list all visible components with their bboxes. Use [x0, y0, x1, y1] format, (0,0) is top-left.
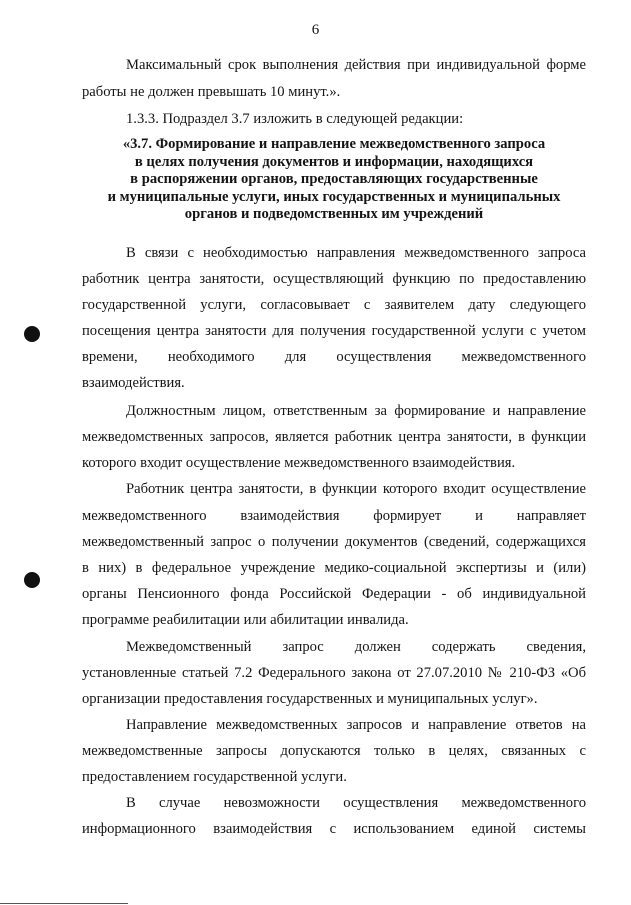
text-line: работник центра занятости, осуществляющий функцию по предоставлению — [82, 271, 586, 287]
text-line: взаимодействия. — [82, 375, 185, 391]
text-line: межведомственные запросы допускаются только в целях, связанных с — [82, 743, 586, 759]
text-line: В случае невозможности осуществления межведомственного — [126, 795, 586, 811]
heading-line: в распоряжении органов, предоставляющих государственные — [130, 171, 538, 187]
punch-hole — [24, 326, 40, 342]
text-line: Должностным лицом, ответственным за формирование и направление — [126, 403, 586, 419]
text-line: Максимальный срок выполнения действия при индивидуальной форме — [126, 57, 586, 73]
text-line: межведомственный запрос о получении документов (сведений, содержащихся — [82, 534, 586, 550]
heading-line: и муниципальные услуги, иных государственных и муниципальных — [107, 188, 561, 205]
text-line: Направление межведомственных запросов и направление ответов на — [126, 717, 586, 733]
section-heading — [82, 136, 586, 224]
heading-line: в целях получения документов и информации, находящихся — [134, 153, 534, 170]
text-line: государственной услуги, согласовывает с заявителем дату следующего — [82, 297, 586, 313]
text-line: 1.3.3. Подраздел 3.7 изложить в следующей редакции: — [126, 111, 464, 127]
text-line: организации предоставления государственных и муниципальных услуг». — [82, 691, 538, 707]
text-line: посещения центра занятости для получения государственной услуги с учетом — [82, 323, 586, 339]
text-line: времени, необходимого для осуществления межведомственного — [82, 349, 586, 365]
text-line: Работник центра занятости, в функции которого входит осуществление — [126, 481, 586, 497]
text-line: информационного взаимодействия с использованием единой системы — [82, 821, 586, 837]
text-line: программе реабилитации или абилитации инвалида. — [82, 612, 409, 628]
scan-edge-line — [0, 903, 128, 904]
text-line: в них) в федеральное учреждение медико-социальной экспертизы и (или) — [82, 560, 586, 576]
text-line: В связи с необходимостью направления межведомственного запроса — [126, 245, 586, 261]
text-line: предоставлением государственной услуги. — [82, 769, 347, 785]
text-line: работы не должен превышать 10 минут.». — [82, 84, 341, 100]
text-line: Межведомственный запрос должен содержать сведения, — [126, 639, 586, 655]
text-line: которого входит осуществление межведомственного взаимодействия. — [82, 455, 516, 471]
text-line: органы Пенсионного фонда Российской Федерации - об индивидуальной — [82, 586, 586, 602]
heading-line: «3.7. Формирование и направление межведомственного запроса — [122, 136, 546, 152]
text-line: межведомственных запросов, является работник центра занятости, в функции — [82, 429, 586, 445]
punch-hole — [24, 572, 40, 588]
text-line: установленные статьей 7.2 Федерального закона от 27.07.2010 № 210-ФЗ «Об — [82, 665, 586, 681]
page-number: 6 — [311, 22, 320, 38]
heading-line: органов и подведомственных им учреждений — [184, 206, 484, 222]
text-line: межведомственного взаимодействия формирует и направляет — [82, 508, 586, 524]
